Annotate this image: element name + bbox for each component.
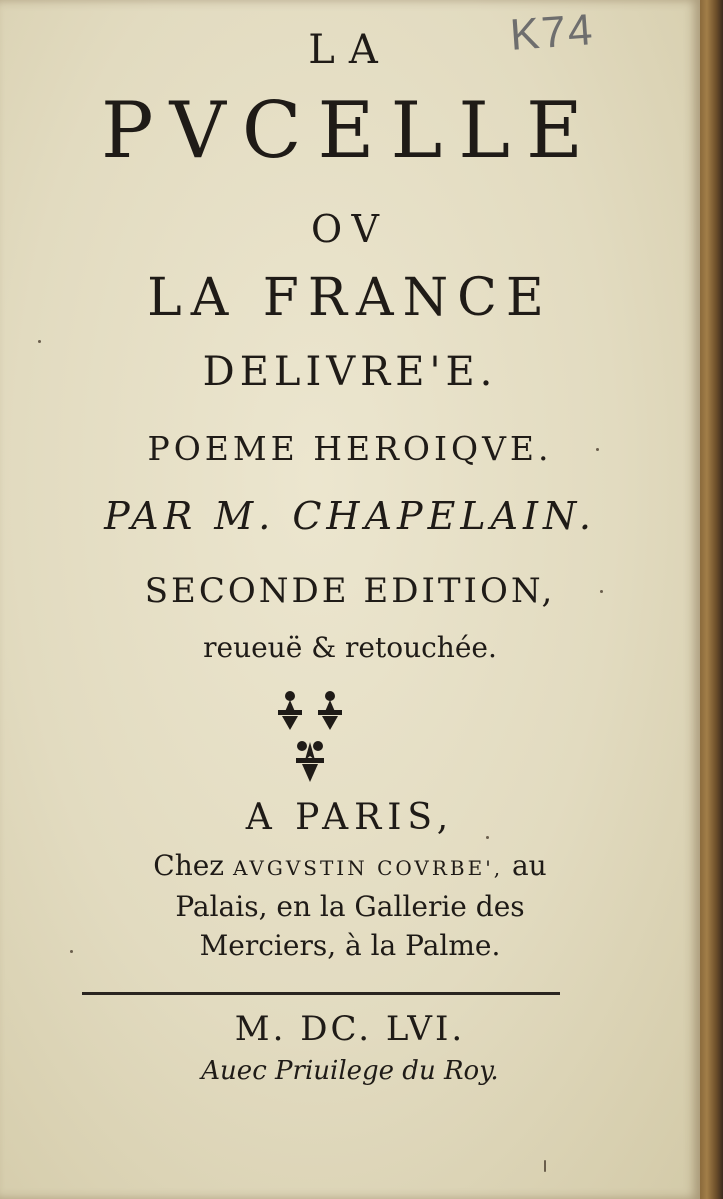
imprint-chez-prefix: Chez	[153, 849, 225, 882]
imprint-chez-suffix: au	[511, 849, 547, 882]
paper-speck	[544, 1160, 546, 1172]
paper-speck	[596, 448, 599, 451]
privilege-line: Auec Priuilege du Roy.	[201, 1056, 499, 1086]
title-line-pucelle: PVCELLE	[101, 86, 599, 176]
imprint-palais-line: Palais, en la Gallerie des	[175, 890, 525, 923]
paper-speck	[600, 590, 603, 593]
imprint-merciers-line: Merciers, à la Palme.	[199, 929, 501, 962]
subtitle-poeme-heroique: POEME HEROIQVE.	[147, 429, 553, 468]
book-edge	[700, 0, 723, 1199]
title-line-la: LA	[308, 27, 392, 73]
title-line-delivree: DELIVRE'E.	[202, 349, 498, 395]
paper-speck	[486, 836, 489, 839]
title-line-la-france: LA FRANCE	[147, 268, 553, 328]
imprint-printer-line	[0, 849, 700, 882]
revised-line: reueuë & retouchée.	[203, 631, 497, 664]
author-line: PAR M. CHAPELAIN.	[104, 494, 596, 538]
shelfmark-annotation: K74	[508, 5, 596, 60]
horizontal-rule	[82, 992, 560, 995]
imprint-printer-name: AVGVSTIN COVRBE',	[232, 856, 504, 880]
title-line-ou: OV	[311, 207, 389, 251]
imprint-city: A PARIS,	[245, 797, 455, 838]
fleur-de-lis-ornament-icon	[272, 686, 352, 786]
edition-line: SECONDE EDITION,	[144, 571, 556, 611]
imprint-date: M. DC. LVI.	[234, 1009, 466, 1049]
paper-speck	[38, 340, 41, 343]
paper-speck	[70, 950, 73, 953]
